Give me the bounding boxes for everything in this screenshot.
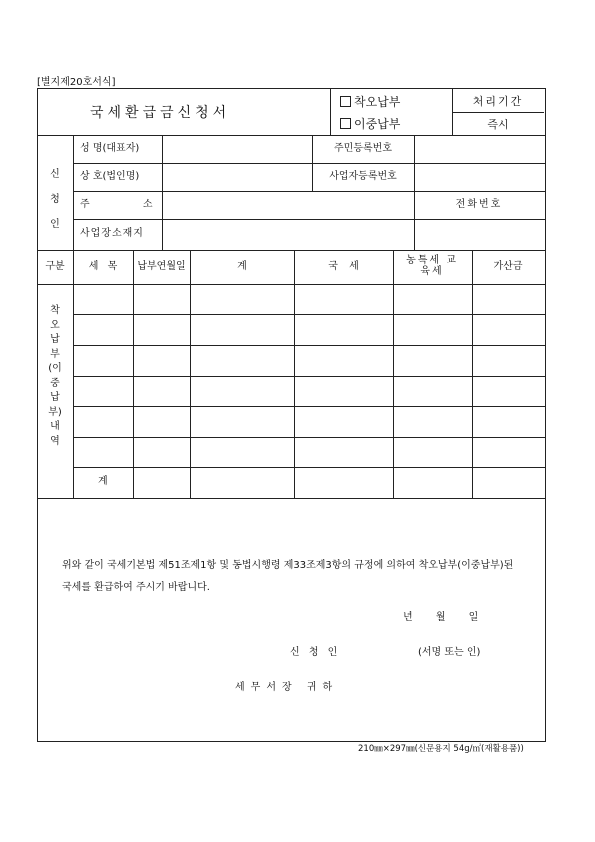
- option-mistaken-payment[interactable]: [340, 96, 400, 108]
- checkbox-icon: [340, 96, 351, 107]
- header-special-tax: 농특세 교육세: [406, 255, 458, 277]
- processing-period-label: 처리기간: [472, 95, 524, 108]
- header-national-tax: 국 세: [328, 261, 359, 272]
- signature-label: (서명 또는 인): [418, 647, 481, 658]
- addressee: 세무서장 귀하: [235, 682, 339, 693]
- name-label: 성 명(대표자): [80, 143, 140, 154]
- header-total: 계: [237, 261, 247, 272]
- applicant-label: 신 청 인: [290, 647, 341, 658]
- details-side-label: 착오납부(이중납부)내역: [48, 305, 62, 447]
- header-payment-date: 납부연월일: [137, 261, 186, 272]
- business-number-field[interactable]: [415, 164, 544, 190]
- statement-body: 위와 같이 국세기본법 제51조제1항 및 동법시행령 제33조제3항의 규정에 의하여 착오납부(이중납부)된 국세를 환급하여 주시기 바랍니다.: [62, 560, 514, 593]
- form-title: 국세환급금신청서: [90, 105, 231, 121]
- option-double-payment[interactable]: [340, 118, 400, 130]
- workplace-label: 사업장소재지: [80, 228, 144, 239]
- workplace-field[interactable]: [163, 220, 413, 249]
- resident-number-field[interactable]: [415, 136, 544, 162]
- address-label: 주 소: [80, 199, 153, 210]
- name-field[interactable]: [163, 136, 311, 162]
- total-row-label: 계: [98, 476, 108, 487]
- processing-period-value: 즉시: [487, 118, 509, 131]
- paper-spec: 210㎜×297㎜(신문용지 54g/㎡(재활용품)): [358, 744, 524, 754]
- form-tag: [별지제20호서식]: [37, 77, 116, 88]
- option-label: 착오납부: [354, 95, 401, 109]
- header-category: 구분: [45, 261, 65, 272]
- applicant-side-label: 신청인: [50, 169, 60, 230]
- date-line: 년 월 일: [403, 612, 479, 623]
- header-surcharge: 가산금: [493, 261, 523, 272]
- resident-number-label: 주민등록번호: [334, 143, 392, 154]
- checkbox-icon: [340, 118, 351, 129]
- company-name-label: 상 호(법인명): [80, 171, 140, 182]
- phone-label: 전화번호: [455, 199, 503, 210]
- detail-rows[interactable]: [74, 285, 544, 467]
- phone-field[interactable]: [415, 220, 544, 249]
- option-label: 이중납부: [354, 117, 401, 131]
- header-tax-item: 세 목: [88, 261, 118, 272]
- business-number-label: 사업자등록번호: [329, 171, 397, 182]
- company-name-field[interactable]: [163, 164, 311, 190]
- address-field[interactable]: [163, 192, 413, 218]
